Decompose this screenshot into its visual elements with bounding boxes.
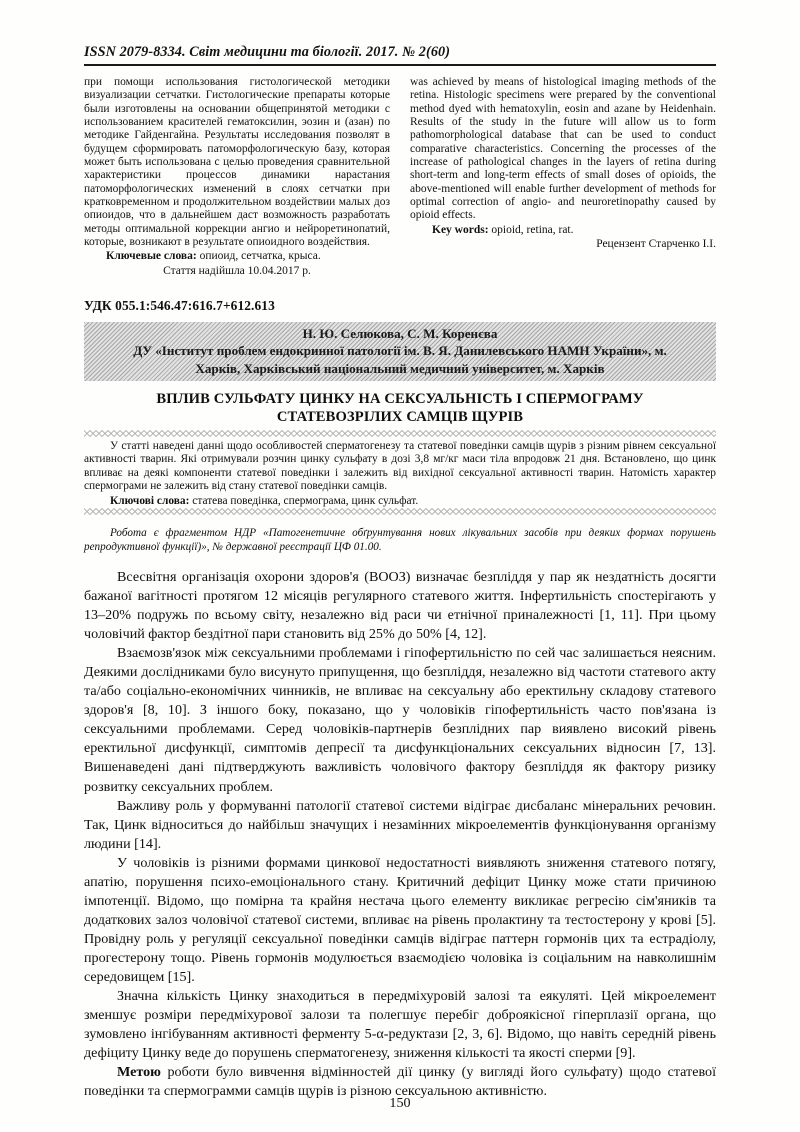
article-body (84, 568, 716, 1101)
zigzag-divider-top (84, 430, 716, 437)
body-paragraph: У чоловіків із різними формами цинкової недостатності виявляють зниження статевого потягу, апатію, порушення психо-емоціонального стану. Критичний дефіцит Цинку може стати причиною імпотенції. Відомо, що помірна та крайня нестача цього елементу викликає регресію сім'яників та додаткових залоз чоловічої статевої системи, впливає на рівень пролактину та тестостерону у крові [5]. Провідну роль у регуляції сексуальної поведінки самців відіграє паттерн гормонів цих та естрадіолу, прогестерону тощо. Рівень гормонів модулюється взаємодією чоловіка із соціальним на навколишнім середовищем [15]. (84, 854, 716, 985)
author-names: Н. Ю. Селюкова, С. М. Коренєва (302, 326, 498, 341)
abstract-column-english (410, 76, 716, 278)
aim-text: роботи було вивчення відмінностей дії цинку (у вигляді його сульфату) щодо статевої поведінки та спермограмми самців щурів із різною сексуальною активністю. (84, 1064, 716, 1100)
running-head (84, 44, 716, 66)
russian-abstract-body: при помощи использования гистологической методики визуализации сетчатки. Гистологические препараты которые были изготовлены на основании общепринятой методики с использованием красителей гематоксилин, эозин и (азан) по методике Гайденгайна. Результаты исследования позволят в будущем сформировать патоморфологическую базу, которая может быть использована с целью проведения сравнительной характеристики процессов динамики нарастания патоморфологических изменений в слоях сетчатки при кратковременном и продолжительном воздействии малых доз опиоидов, что в дальнейшем даст возможность разработать методы оптимальной коррекции ангио и нейроретинопатий, которые, возникают в результате опиоидного воздействия. (84, 76, 390, 249)
author-affiliation-line-1: ДУ «Інститут проблем ендокринної патології ім. В. Я. Данилевського НАМН України», м. (133, 343, 667, 359)
aim-lead-word: Метою (117, 1064, 161, 1081)
body-paragraph: Взаємозв'язок між сексуальними проблемами і гіпофертильністю по сей час залишається неясним. Деякими дослідниками було висунуто припущення, що безпліддя, незалежно від частоти статевого акту та/або соціально-економічних чинників, не впливає на сексуальну або еректильну складову статевого здоров'я [8, 10]. З іншого боку, показано, що у чоловіків гіпофертильність часто пов'язана із сексуальними проблемами. Серед чоловіків-партнерів безплідних пар виявлено високий рівень еректильної дисфункції, симптомів депресії та дисфункціональних сексуальних відносин [7, 13]. Вишенаведені дані підтверджують важливість чоловічого фактору безпліддя як фактору ризику розвитку сексуальних проблем. (84, 645, 716, 795)
ukrainian-keywords-value: статева поведінка, спермограма, цинк сульфат. (189, 494, 419, 507)
body-paragraph: Значна кількість Цинку знаходиться в передміхуровій залозі та еякуляті. Цей мікроелемент зменшує розміри передміхурової залози та полегшує перебіг доброякісної гіперплазії органа, що зумовлено інгібуванням активності ферменту 5-α-редуктази [2, 3, 6]. Відомо, що навіть середній рівень дефіциту Цинку веде до порушень сперматогенезу, зниження кількості та якості сперми [9]. (84, 988, 716, 1062)
ukrainian-abstract (84, 440, 716, 508)
author-affiliation-line-2: Харків, Харківський національний медичний університет, м. Харків (195, 360, 605, 376)
ukrainian-keywords-label: Ключові слова: (110, 494, 190, 507)
article-title-line-1: ВПЛИВ СУЛЬФАТУ ЦИНКУ НА СЕКСУАЛЬНІСТЬ І СПЕРМОГРАМУ (156, 391, 644, 407)
funding-note-text: Робота є фрагментом НДР «Патогенетичне обґрунтування нових лікувальних засобів при деяких формах порушень репродуктивної функції)», № державної реєстрації ЦФ 01.00. (84, 527, 716, 553)
udc-code: УДК 055.1:546.47:616.7+612.613 (84, 298, 275, 313)
abstract-column-russian (84, 76, 390, 278)
english-abstract-body: was achieved by means of histological imaging methods of the retina. Histologic specimens were prepared by the conventional method dyed with hematoxylin, eosin and azane by Heidenhain. Results of the study in the future will allow us to form pathomorphological database that can be used to conduct comparative characteristics. Concerning the processes of the increase of pathological changes in the layers of retina during short-term and long-term effects of small doses of opioids, the above-mentioned will enable further development of methods for optimal correction of angio- and neuroretinopathy caused by opioid effects. (410, 76, 716, 222)
article-title-line-2: СТАТЕВОЗРІЛИХ САМЦІВ ЩУРІВ (276, 408, 524, 425)
running-head-rule (84, 64, 716, 66)
reviewer-credit: Рецензент Старченко І.І. (596, 238, 716, 251)
russian-keywords-label: Ключевые слова: (106, 250, 197, 263)
russian-keywords-value: опиоид, сетчатка, крыса. (196, 250, 321, 263)
page-number: 150 (389, 1095, 411, 1111)
submitted-date: Стаття надійшла 10.04.2017 р. (163, 264, 311, 277)
english-keywords-label: Key words: (432, 223, 489, 236)
body-paragraph: Важливу роль у формуванні патології статевої системи відіграє дисбаланс мінеральних речовин. Так, Цинк відноситься до найбільш значущих і незамінних мікроелементів функціонування організму людини [14]. (84, 797, 716, 852)
funding-note (84, 527, 716, 554)
zigzag-divider-bottom (84, 508, 716, 515)
english-keywords-value: opioid, retina, rat. (488, 223, 574, 236)
abstract-two-column-zone (84, 76, 716, 278)
article-title (84, 391, 716, 426)
body-paragraph: Всесвітня організація охорони здоров'я (ВООЗ) визначає безпліддя у пар як нездатність досягти бажаної вагітності протягом 12 місяців регулярного статевого життя. Інфертильність спостерігають у 13–20% подружь по всьому світу, незалежно від раси чи етнічної приналежності [1, 11]. При цьому чоловічий фактор бездітної пари становить від 25% до 50% [4, 12]. (84, 569, 716, 643)
running-head-text: ISSN 2079-8334. Світ медицини та біології. 2017. № 2(60) (84, 44, 451, 60)
russian-keywords (84, 250, 390, 263)
author-block (84, 322, 716, 381)
english-keywords (410, 224, 716, 237)
ukrainian-keywords (84, 495, 716, 508)
ukrainian-abstract-body: У статті наведені данні щодо особливостей сперматогенезу та статевої поведінки самців щурів з різним рівнем сексуальної активності тварин. Які отримували розчин цинку сульфату в дозі 3,8 мг/кг маси тіла впродовж 21 дня. Встановлено, що цинк впливає на деякі компоненти статевої поведінки і залежить від вихідної сексуальної активності тварин. Натомість характер спермограми не залежить від стану статевої поведінки самців. (84, 440, 716, 493)
